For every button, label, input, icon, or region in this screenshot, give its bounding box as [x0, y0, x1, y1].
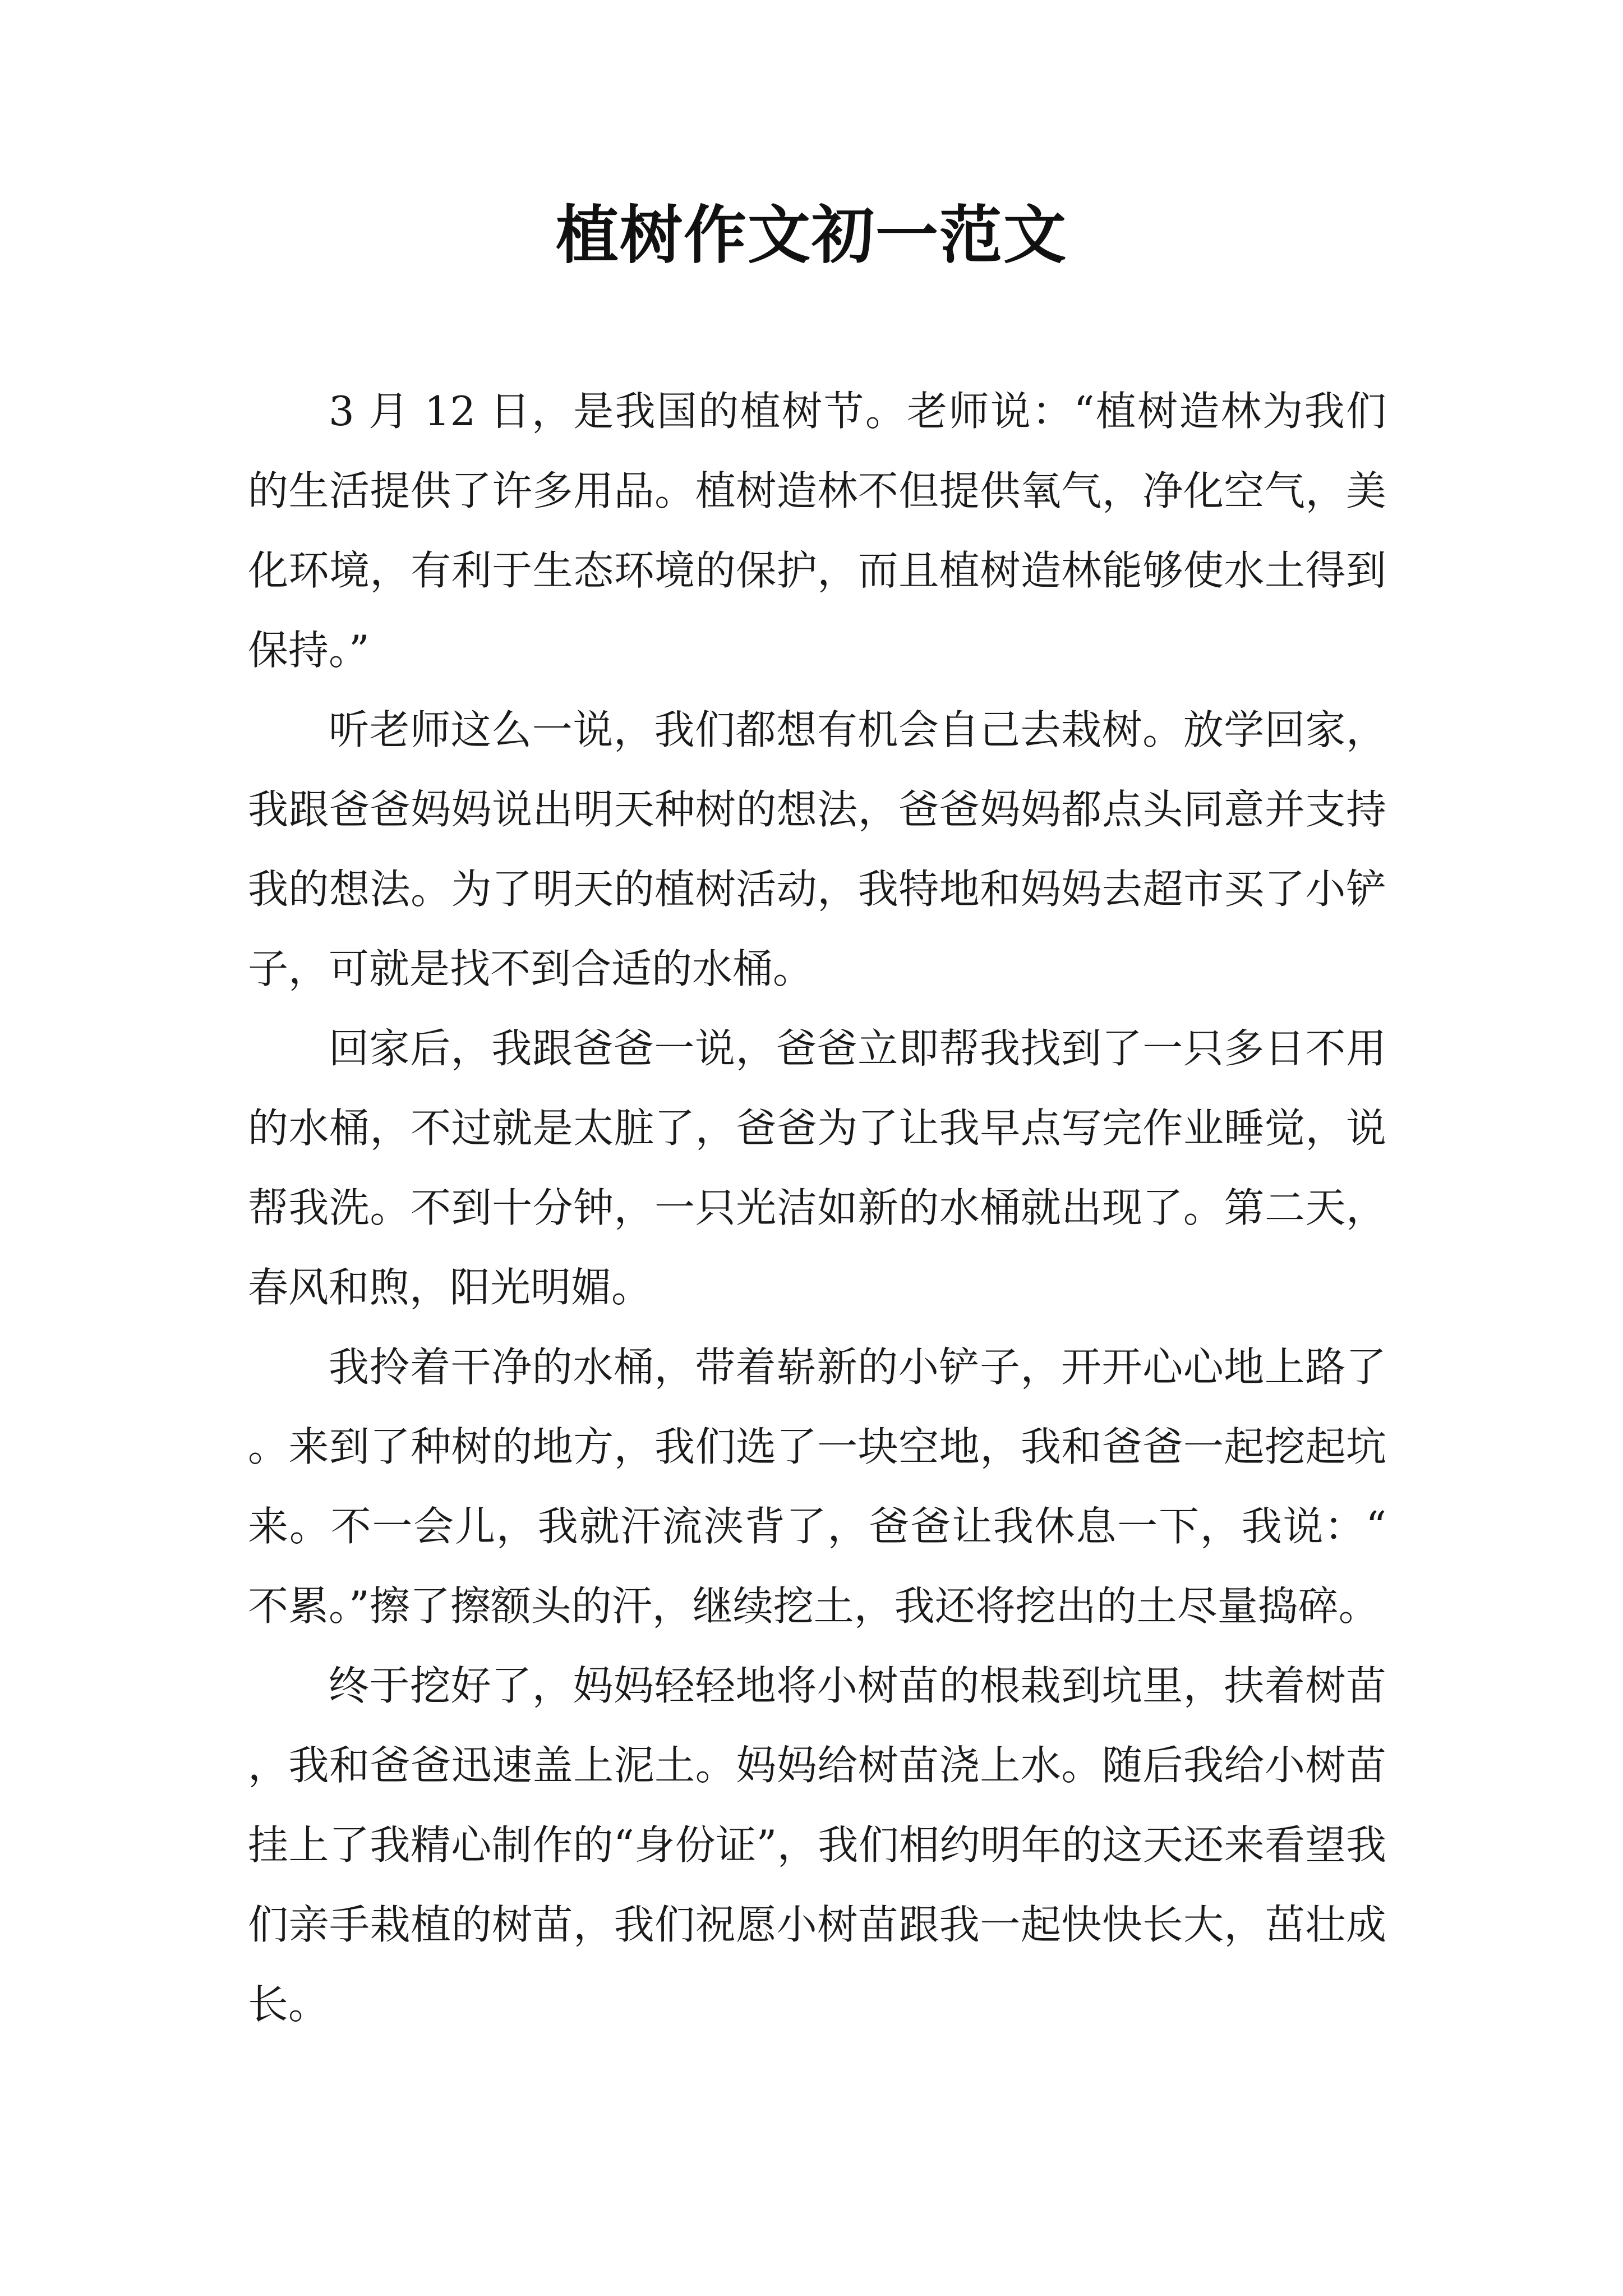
paragraph-3: 回家后，我跟爸爸一说，爸爸立即帮我找到了一只多日不用的水桶，不过就是太脏了，爸爸为了让我早点写完作业睡觉，说帮我洗。不到十分钟，一只光洁如新的水桶就出现了。第二天，春风和煦，阳光明媚。 [248, 1025, 1386, 1311]
paragraph-1: 3 月 12 日，是我国的植树节。老师说：“植树造林为我们的生活提供了许多用品。植树造林不但提供氧气，净化空气，美化环境，有利于生态环境的保护，而且植树造林能够使水土得到保持。” [248, 388, 1386, 674]
paragraph-2: 听老师这么一说，我们都想有机会自己去栽树。放学回家，我跟爸爸妈妈说出明天种树的想法，爸爸妈妈都点头同意并支持我的想法。为了明天的植树活动，我特地和妈妈去超市买了小铲子，可就是找不到合适的水桶。 [248, 706, 1386, 992]
paragraph-5: 终于挖好了，妈妈轻轻地将小树苗的根栽到坑里，扶着树苗，我和爸爸迅速盖上泥土。妈妈给树苗浇上水。随后我给小树苗挂上了我精心制作的“身份证”，我们相约明年的这天还来看望我们亲手栽植的树苗，我们祝愿小树苗跟我一起快快长大，茁壮成长。 [248, 1662, 1386, 2028]
document-body [248, 371, 1386, 2044]
document-title: 植树作文初一范文 [556, 199, 1067, 272]
paragraph-4: 我拎着干净的水桶，带着崭新的小铲子，开开心心地上路了。来到了种树的地方，我们选了一块空地，我和爸爸一起挖起坑来。不一会儿，我就汗流浃背了，爸爸让我休息一下，我说：“不累。”擦了擦额头的汗，继续挖土，我还将挖出的土尽量捣碎。 [248, 1343, 1386, 1630]
